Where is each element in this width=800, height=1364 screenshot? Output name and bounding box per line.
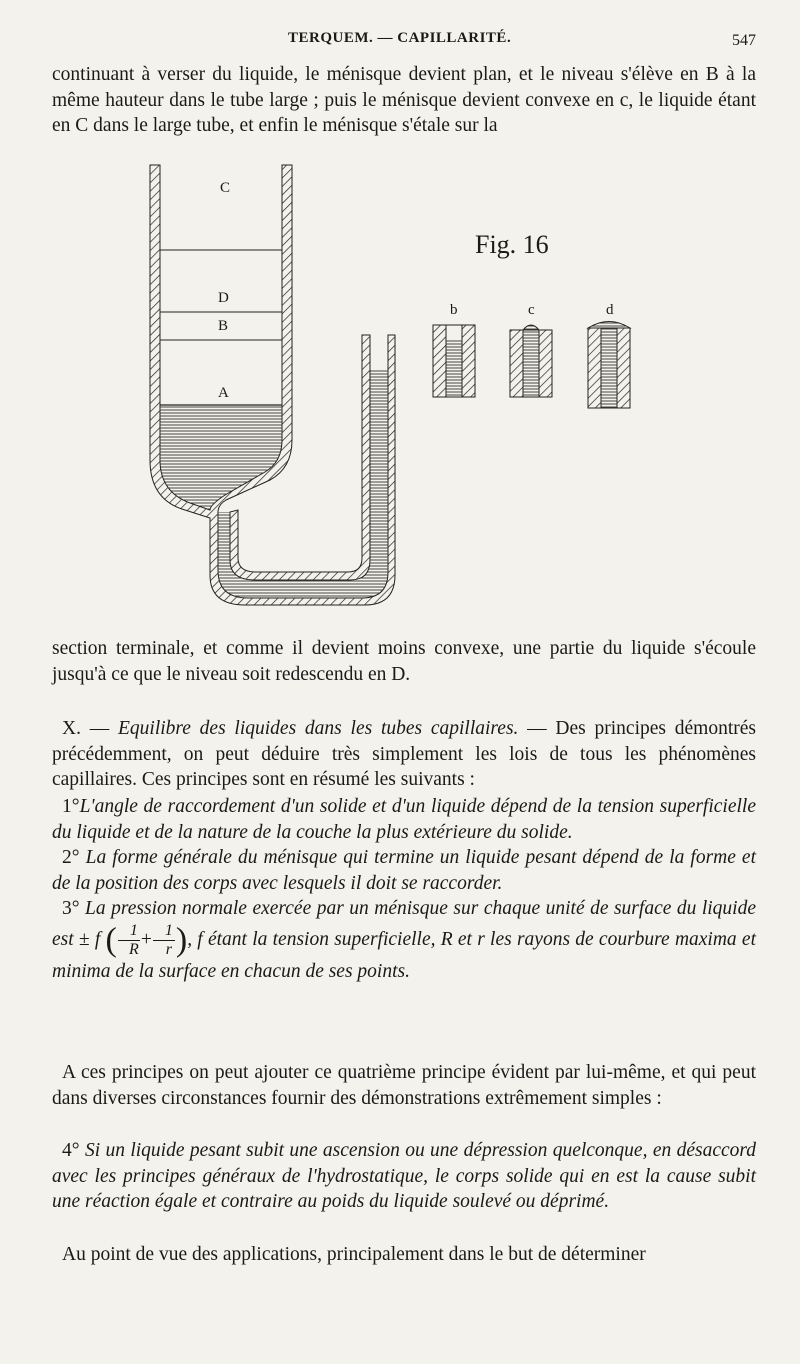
principle-4-text: Si un liquide pesant subit une ascension ou une dépression quelconque, en désaccord avec les principes généraux de l'hydrostatique, le corps solide qui en est la cause subit une réaction égale et contraire au poids du liquide soulevé ou déprimé. xyxy=(52,1140,757,1213)
fraction-1-over-r xyxy=(153,922,175,959)
section-x xyxy=(52,716,756,793)
principle-3-text-a: La pression normale exercée par un ménisque sur chaque unité de surface du liquide est ± f xyxy=(52,898,756,951)
principle-3 xyxy=(52,896,756,985)
running-title: TERQUEM. — CAPILLARITÉ. xyxy=(288,30,512,46)
tube-letter-d: D xyxy=(218,290,229,306)
fraction-1-denominator: R xyxy=(128,941,139,959)
figure-label: Fig. 16 xyxy=(475,230,549,259)
tube-letter-a: A xyxy=(218,385,229,401)
section-x-title: Equilibre des liquides dans les tubes capillaires. xyxy=(117,718,519,739)
paren-close: ) xyxy=(175,921,188,959)
fraction-1-over-R xyxy=(118,922,140,959)
small-tube-letter-b: b xyxy=(450,302,458,318)
principle-3-number: 3° xyxy=(62,898,80,920)
figure-16-drawing xyxy=(130,160,650,620)
paren-open: ( xyxy=(105,921,117,959)
principle-4-number: 4° xyxy=(62,1140,80,1161)
principle-1 xyxy=(52,794,756,845)
fraction-1-numerator: 1 xyxy=(118,922,140,941)
tube-letter-c: C xyxy=(220,180,231,196)
paragraph-top xyxy=(52,62,756,139)
principle-2 xyxy=(52,845,756,896)
paragraph-after-figure xyxy=(52,636,756,687)
paragraph-fourth-intro-text: A ces principes on peut ajouter ce quatrième principe évident par lui-même, et qui peut dans diverses circonstances fournir des démonstrations extrêmement simples : xyxy=(52,1062,756,1109)
plus-sign: + xyxy=(140,929,152,951)
fraction-2-denominator: r xyxy=(165,941,172,959)
paragraph-after-figure-text: section terminale, et comme il devient moins convexe, une partie du liquide s'écoule jusqu'à ce que le niveau soit redescendu en D. xyxy=(52,638,756,685)
paragraph-fourth-intro xyxy=(52,1060,756,1111)
section-x-number: X. — xyxy=(62,718,110,739)
paragraph-last-text: Au point de vue des applications, principalement dans le but de déterminer xyxy=(62,1244,646,1265)
paragraph-top-text: continuant à verser du liquide, le ménisque devient plan, et le niveau s'élève en B à la même hauteur dans le tube large ; puis le ménisque devient convexe en c, le liquide étant en C dans le large tube, et enfin le ménisque s'étale sur la xyxy=(52,64,756,137)
principle-4-paragraph xyxy=(52,1138,756,1215)
page-header xyxy=(0,30,800,54)
principle-2-text: La forme générale du ménisque qui termine un liquide pesant dépend de la forme et de la position des corps avec lesquels il doit se raccorder. xyxy=(52,847,756,894)
small-tube-letter-d: d xyxy=(606,302,614,318)
principle-1-number: 1° xyxy=(62,796,80,817)
principles-list xyxy=(52,794,756,985)
section-x-text: — Des principes démontrés précédemment, on peut déduire très simplement les lois de tous les phénomènes capillaires. Ces principes sont en résumé les suivants : xyxy=(52,718,756,791)
fraction-2-numerator: 1 xyxy=(153,922,175,941)
principle-2-number: 2° xyxy=(62,847,80,869)
principle-4 xyxy=(52,1138,756,1215)
tube-letter-b: B xyxy=(218,318,229,334)
paragraph-last xyxy=(52,1242,756,1268)
principle-1-text: L'angle de raccordement d'un solide et d'un liquide dépend de la tension superficielle du liquide et de la nature de la couche la plus extérieure du solide. xyxy=(52,796,756,843)
section-x-paragraph xyxy=(52,716,756,793)
figure-16 xyxy=(130,160,650,620)
small-tube-letter-c: c xyxy=(528,302,535,318)
page-number: 547 xyxy=(732,32,756,49)
principle-3-text-b: , f étant la tension superficielle, R et r les rayons de courbure maxima et minima de la surface en chacun de ses points. xyxy=(52,929,756,983)
